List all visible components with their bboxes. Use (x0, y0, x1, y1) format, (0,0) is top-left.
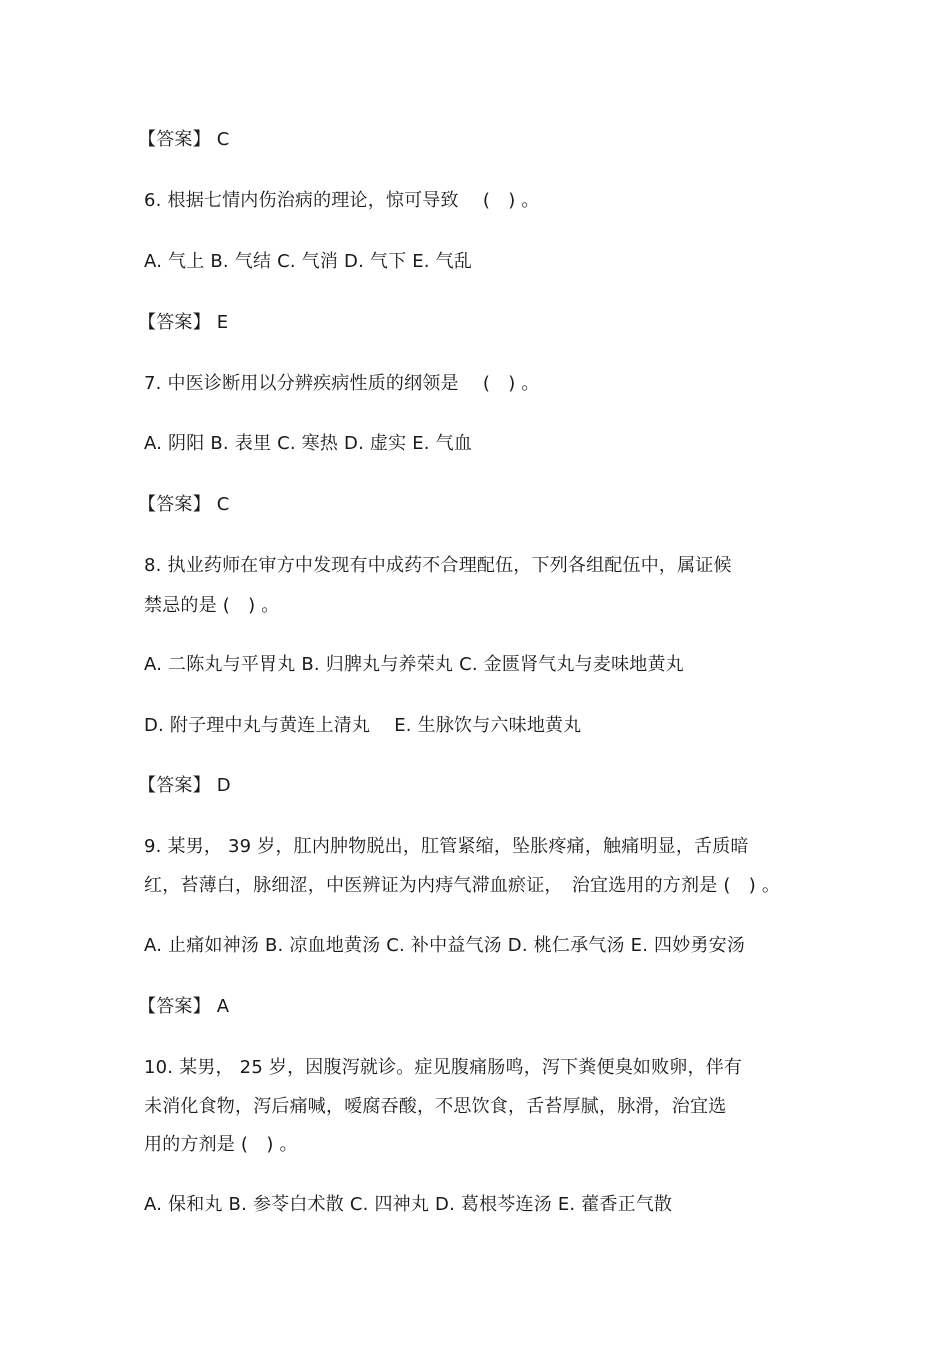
answer-8: 【答案】 D (138, 775, 231, 796)
answer-6: 【答案】 E (138, 312, 229, 333)
question-10-line-3: 用的方剂是 ( ) 。 (144, 1134, 298, 1155)
question-6: 6. 根据七情内伤治病的理论，惊可导致 ( ) 。 (144, 190, 540, 211)
answer-9: 【答案】 A (138, 996, 230, 1017)
answer-5: 【答案】 C (138, 129, 230, 150)
question-10-line-2: 未消化食物，泻后痛喊，嗳腐吞酸，不思饮食，舌苔厚腻，脉滑，治宜选 (144, 1096, 727, 1117)
answer-7: 【答案】 C (138, 494, 230, 515)
options-6: A. 气上 B. 气结 C. 气消 D. 气下 E. 气乱 (144, 251, 473, 272)
question-10-line-1: 10. 某男， 25 岁，因腹泻就诊。症见腹痛肠鸣，泻下粪便臭如败卵，伴有 (144, 1057, 743, 1078)
options-7: A. 阴阳 B. 表里 C. 寒热 D. 虚实 E. 气血 (144, 433, 473, 454)
options-8-line-1: A. 二陈丸与平胃丸 B. 归脾丸与养荣丸 C. 金匮肾气丸与麦味地黄丸 (144, 654, 684, 675)
options-9: A. 止痛如神汤 B. 凉血地黄汤 C. 补中益气汤 D. 桃仁承气汤 E. 四妙勇安汤 (144, 935, 746, 956)
question-9-line-1: 9. 某男， 39 岁，肛内肿物脱出，肛管紧缩，坠胀疼痛，触痛明显，舌质暗 (144, 836, 749, 857)
options-10: A. 保和丸 B. 参苓白术散 C. 四神丸 D. 葛根芩连汤 E. 藿香正气散 (144, 1194, 673, 1215)
question-9-line-2: 红，苔薄白，脉细涩，中医辨证为内痔气滞血瘀证， 治宜选用的方剂是 ( ) 。 (144, 875, 781, 896)
question-8-line-1: 8. 执业药师在审方中发现有中成药不合理配伍，下列各组配伍中，属证候 (144, 555, 732, 576)
options-8-line-2: D. 附子理中丸与黄连上清丸 E. 生脉饮与六味地黄丸 (144, 715, 582, 736)
question-8-line-2: 禁忌的是 ( ) 。 (144, 595, 280, 616)
question-7: 7. 中医诊断用以分辨疾病性质的纲领是 ( ) 。 (144, 373, 540, 394)
